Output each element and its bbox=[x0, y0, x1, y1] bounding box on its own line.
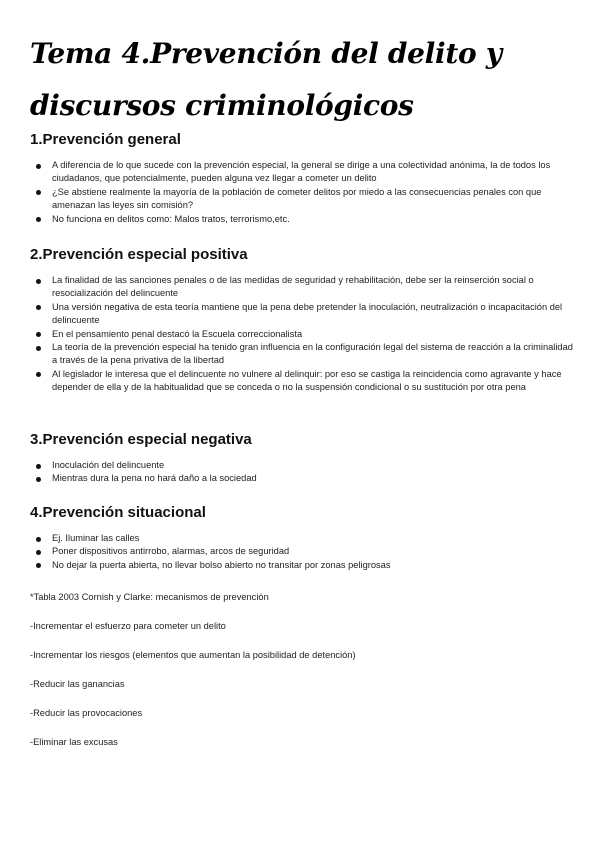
list-item: ¿Se abstiene realmente la mayoría de la población de cometer delitos por miedo a las consecuencias penales con que amenazan las leyes sin comisión? bbox=[30, 186, 575, 213]
list-item: La teoría de la prevención especial ha tenido gran influencia en la configuración legal del sistema de reacción a la criminalidad a través de la pena privativa de la libertad bbox=[30, 341, 575, 368]
list-item: En el pensamiento penal destacó la Escuela correccionalista bbox=[30, 328, 575, 341]
section-prevencion-especial-positiva bbox=[30, 246, 575, 395]
list-item: Al legislador le interesa que el delincuente no vulnere al delinquir: por eso se castiga la reincidencia como agravante y hace depender de ella y de la habitualidad que se conceda o no la suspensión condicional o su sustitución por otra pena bbox=[30, 368, 575, 395]
mechanism-item: -Incrementar el esfuerzo para cometer un delito bbox=[30, 621, 226, 631]
mechanism-item: -Incrementar los riesgos (elementos que aumentan la posibilidad de detención) bbox=[30, 650, 356, 660]
list-item: Poner dispositivos antirrobo, alarmas, arcos de seguridad bbox=[30, 545, 575, 558]
bullet-list bbox=[30, 532, 575, 572]
bullet-list bbox=[30, 459, 575, 486]
bullet-list bbox=[30, 274, 575, 395]
list-item: Inoculación del delincuente bbox=[30, 459, 575, 472]
list-item: A diferencia de lo que sucede con la prevención especial, la general se dirige a una colectividad anónima, la de todos los ciudadanos, que potencialmente, pueden alguna vez llegar a cometer un delito bbox=[30, 159, 575, 186]
section-prevencion-general bbox=[30, 131, 575, 226]
section-prevencion-situacional bbox=[30, 504, 575, 572]
bullet-list bbox=[30, 159, 575, 226]
section-heading: 1.Prevención general bbox=[30, 131, 181, 148]
list-item: No funciona en delitos como: Malos tratos, terrorismo,etc. bbox=[30, 213, 575, 226]
section-heading: 4.Prevención situacional bbox=[30, 504, 206, 521]
list-item: Ej. Iluminar las calles bbox=[30, 532, 575, 545]
page-title: Tema 4.Prevención del delito y discursos criminológicos bbox=[30, 37, 502, 122]
list-item: Mientras dura la pena no hará daño a la sociedad bbox=[30, 472, 575, 485]
mechanism-item: -Reducir las provocaciones bbox=[30, 708, 143, 718]
list-item: Una versión negativa de esta teoría mantiene que la pena debe pretender la inoculación, neutralización o incapacitación del delincuente bbox=[30, 301, 575, 328]
mechanism-item: -Reducir las ganancias bbox=[30, 679, 125, 689]
section-heading: 2.Prevención especial positiva bbox=[30, 246, 248, 263]
list-item: No dejar la puerta abierta, no llevar bolso abierto no transitar por zonas peligrosas bbox=[30, 559, 575, 572]
mechanism-item: -Eliminar las excusas bbox=[30, 737, 118, 747]
table-reference-note: *Tabla 2003 Cornish y Clarke: mecanismos de prevención bbox=[30, 592, 269, 602]
section-prevencion-especial-negativa bbox=[30, 431, 575, 486]
list-item: La finalidad de las sanciones penales o de las medidas de seguridad y rehabilitación, debe ser la reinserción social o resocialización del delincuente bbox=[30, 274, 575, 301]
section-heading: 3.Prevención especial negativa bbox=[30, 431, 252, 448]
